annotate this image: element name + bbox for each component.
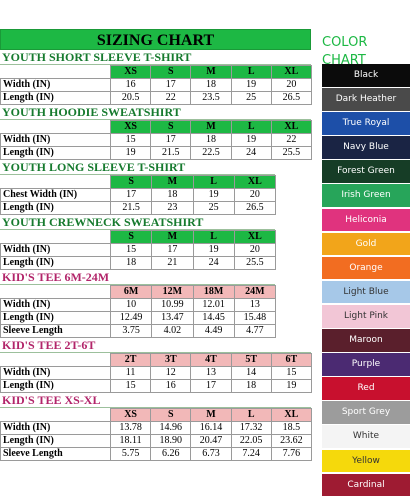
color-swatch: White bbox=[322, 425, 410, 448]
header-blank-cell bbox=[1, 66, 111, 79]
measurement-value: 15 bbox=[271, 367, 311, 380]
size-header-cell: 12M bbox=[152, 286, 193, 299]
measurement-label: Sleeve Length bbox=[1, 325, 111, 338]
measurement-row bbox=[1, 244, 276, 257]
color-swatch: Black bbox=[322, 64, 410, 87]
measurement-row bbox=[1, 147, 312, 160]
color-swatch: Red bbox=[322, 377, 410, 400]
section-title: KID'S TEE 6M-24M bbox=[0, 270, 275, 285]
size-header-cell: XS bbox=[111, 409, 151, 422]
measurement-value: 23.5 bbox=[191, 92, 231, 105]
size-header-cell: M bbox=[191, 66, 231, 79]
section-title: YOUTH LONG SLEEVE T-SHIRT bbox=[0, 160, 275, 175]
measurement-value: 20.47 bbox=[191, 435, 231, 448]
measurement-value: 25 bbox=[231, 92, 271, 105]
measurement-row bbox=[1, 257, 276, 270]
measurement-label: Width (IN) bbox=[1, 299, 111, 312]
measurement-value: 17 bbox=[191, 380, 231, 393]
measurement-value: 7.24 bbox=[231, 448, 271, 461]
measurement-value: 18 bbox=[231, 380, 271, 393]
size-header-cell: 3T bbox=[151, 354, 191, 367]
measurement-label: Length (IN) bbox=[1, 380, 111, 393]
measurement-value: 18 bbox=[191, 134, 231, 147]
measurement-value: 12.01 bbox=[193, 299, 234, 312]
color-swatch: Maroon bbox=[322, 329, 410, 352]
size-header-cell: 18M bbox=[193, 286, 234, 299]
measurement-value: 10 bbox=[111, 299, 152, 312]
header-blank-cell bbox=[1, 286, 111, 299]
size-header-cell: 4T bbox=[191, 354, 231, 367]
measurement-value: 16.14 bbox=[191, 422, 231, 435]
color-swatch: Light Blue bbox=[322, 281, 410, 304]
color-swatch: Gold bbox=[322, 233, 410, 256]
measurement-value: 22 bbox=[151, 92, 191, 105]
measurement-row bbox=[1, 448, 312, 461]
measurement-value: 21 bbox=[152, 257, 193, 270]
size-header-cell: S bbox=[111, 176, 152, 189]
size-header-cell: XS bbox=[111, 66, 151, 79]
measurement-value: 18 bbox=[152, 189, 193, 202]
size-header-cell: M bbox=[152, 176, 193, 189]
section-title: YOUTH HOODIE SWEATSHIRT bbox=[0, 105, 311, 120]
measurement-label: Length (IN) bbox=[1, 92, 111, 105]
size-header-cell: L bbox=[231, 409, 271, 422]
measurement-row bbox=[1, 79, 312, 92]
header-blank-cell bbox=[1, 409, 111, 422]
measurement-value: 14.96 bbox=[151, 422, 191, 435]
size-header-row bbox=[1, 176, 276, 189]
size-header-cell: 24M bbox=[234, 286, 275, 299]
color-chart bbox=[322, 34, 414, 498]
measurement-value: 4.49 bbox=[193, 325, 234, 338]
color-swatch: True Royal bbox=[322, 112, 410, 135]
size-table bbox=[0, 175, 276, 215]
size-table bbox=[0, 353, 312, 393]
size-header-row bbox=[1, 231, 276, 244]
measurement-row bbox=[1, 134, 312, 147]
measurement-label: Length (IN) bbox=[1, 202, 111, 215]
measurement-row bbox=[1, 367, 312, 380]
size-header-cell: M bbox=[152, 231, 193, 244]
size-header-cell: 5T bbox=[231, 354, 271, 367]
color-swatch: Orange bbox=[322, 257, 410, 280]
measurement-value: 7.76 bbox=[271, 448, 311, 461]
measurement-value: 15 bbox=[111, 134, 151, 147]
section-title: YOUTH CREWNECK SWEATSHIRT bbox=[0, 215, 275, 230]
size-header-cell: S bbox=[151, 121, 191, 134]
measurement-row bbox=[1, 189, 276, 202]
size-header-row bbox=[1, 121, 312, 134]
color-swatch: Sport Grey bbox=[322, 401, 410, 424]
measurement-value: 17.32 bbox=[231, 422, 271, 435]
size-header-cell: XL bbox=[234, 176, 275, 189]
measurement-value: 22.05 bbox=[231, 435, 271, 448]
header-blank-cell bbox=[1, 121, 111, 134]
measurement-label: Width (IN) bbox=[1, 367, 111, 380]
measurement-value: 15 bbox=[111, 380, 151, 393]
measurement-value: 14 bbox=[231, 367, 271, 380]
measurement-value: 16 bbox=[151, 380, 191, 393]
measurement-row bbox=[1, 312, 276, 325]
sizing-chart bbox=[0, 29, 311, 461]
size-header-cell: S bbox=[151, 409, 191, 422]
measurement-value: 13.78 bbox=[111, 422, 151, 435]
measurement-label: Length (IN) bbox=[1, 257, 111, 270]
size-header-cell: S bbox=[151, 66, 191, 79]
measurement-value: 19 bbox=[111, 147, 151, 160]
measurement-value: 19 bbox=[271, 380, 311, 393]
measurement-value: 20 bbox=[234, 244, 275, 257]
size-header-cell: 6M bbox=[111, 286, 152, 299]
measurement-label: Length (IN) bbox=[1, 312, 111, 325]
measurement-value: 18.11 bbox=[111, 435, 151, 448]
color-swatch-list bbox=[322, 64, 414, 496]
size-header-cell: L bbox=[193, 176, 234, 189]
measurement-value: 4.02 bbox=[152, 325, 193, 338]
measurement-value: 17 bbox=[151, 134, 191, 147]
measurement-value: 6.73 bbox=[191, 448, 231, 461]
size-header-cell: 2T bbox=[111, 354, 151, 367]
measurement-value: 18.5 bbox=[271, 422, 311, 435]
color-swatch: Navy Blue bbox=[322, 136, 410, 159]
measurement-value: 6.26 bbox=[151, 448, 191, 461]
measurement-label: Width (IN) bbox=[1, 244, 111, 257]
measurement-value: 20 bbox=[271, 79, 311, 92]
measurement-row bbox=[1, 422, 312, 435]
measurement-value: 17 bbox=[152, 244, 193, 257]
measurement-value: 18 bbox=[191, 79, 231, 92]
measurement-value: 26.5 bbox=[234, 202, 275, 215]
measurement-value: 19 bbox=[193, 189, 234, 202]
measurement-value: 21.5 bbox=[111, 202, 152, 215]
section-title: KID'S TEE 2T-6T bbox=[0, 338, 311, 353]
measurement-label: Length (IN) bbox=[1, 435, 111, 448]
measurement-value: 12 bbox=[151, 367, 191, 380]
measurement-value: 16 bbox=[111, 79, 151, 92]
header-blank-cell bbox=[1, 176, 111, 189]
measurement-value: 24 bbox=[193, 257, 234, 270]
size-header-row bbox=[1, 354, 312, 367]
measurement-row bbox=[1, 202, 276, 215]
measurement-value: 13 bbox=[234, 299, 275, 312]
measurement-value: 25 bbox=[193, 202, 234, 215]
measurement-label: Chest Width (IN) bbox=[1, 189, 111, 202]
measurement-value: 11 bbox=[111, 367, 151, 380]
color-swatch: Heliconia bbox=[322, 209, 410, 232]
measurement-value: 19 bbox=[231, 79, 271, 92]
measurement-label: Width (IN) bbox=[1, 134, 111, 147]
measurement-value: 23 bbox=[152, 202, 193, 215]
measurement-row bbox=[1, 92, 312, 105]
measurement-label: Sleeve Length bbox=[1, 448, 111, 461]
size-table bbox=[0, 230, 276, 270]
color-swatch: Forest Green bbox=[322, 160, 410, 183]
size-header-row bbox=[1, 409, 312, 422]
measurement-row bbox=[1, 325, 276, 338]
color-swatch: Irish Green bbox=[322, 184, 410, 207]
measurement-value: 18.90 bbox=[151, 435, 191, 448]
measurement-value: 14.45 bbox=[193, 312, 234, 325]
measurement-label: Length (IN) bbox=[1, 147, 111, 160]
measurement-label: Width (IN) bbox=[1, 79, 111, 92]
size-header-cell: XL bbox=[234, 231, 275, 244]
measurement-value: 12.49 bbox=[111, 312, 152, 325]
measurement-value: 15 bbox=[111, 244, 152, 257]
measurement-value: 22 bbox=[271, 134, 311, 147]
sizing-sections bbox=[0, 50, 311, 461]
size-header-cell: XL bbox=[271, 121, 311, 134]
size-header-cell: L bbox=[193, 231, 234, 244]
measurement-value: 19 bbox=[193, 244, 234, 257]
measurement-value: 18 bbox=[111, 257, 152, 270]
measurement-row bbox=[1, 299, 276, 312]
measurement-value: 20.5 bbox=[111, 92, 151, 105]
size-header-row bbox=[1, 286, 276, 299]
size-header-cell: M bbox=[191, 409, 231, 422]
size-header-cell: L bbox=[231, 121, 271, 134]
color-swatch: Cardinal bbox=[322, 474, 410, 497]
color-swatch: Purple bbox=[322, 353, 410, 376]
measurement-value: 23.62 bbox=[271, 435, 311, 448]
measurement-value: 4.77 bbox=[234, 325, 275, 338]
measurement-value: 5.75 bbox=[111, 448, 151, 461]
sizing-chart-title: SIZING CHART bbox=[0, 29, 311, 50]
measurement-value: 10.99 bbox=[152, 299, 193, 312]
measurement-row bbox=[1, 380, 312, 393]
color-swatch: Light Pink bbox=[322, 305, 410, 328]
measurement-value: 13 bbox=[191, 367, 231, 380]
size-header-cell: S bbox=[111, 231, 152, 244]
size-header-cell: L bbox=[231, 66, 271, 79]
size-header-cell: XL bbox=[271, 409, 311, 422]
color-chart-title: COLOR CHART bbox=[322, 35, 368, 68]
measurement-value: 25.5 bbox=[234, 257, 275, 270]
measurement-value: 17 bbox=[151, 79, 191, 92]
measurement-value: 24 bbox=[231, 147, 271, 160]
size-table bbox=[0, 285, 276, 338]
measurement-value: 15.48 bbox=[234, 312, 275, 325]
size-header-cell: 6T bbox=[271, 354, 311, 367]
size-header-cell: M bbox=[191, 121, 231, 134]
size-header-cell: XL bbox=[271, 66, 311, 79]
measurement-value: 22.5 bbox=[191, 147, 231, 160]
measurement-row bbox=[1, 435, 312, 448]
size-table bbox=[0, 120, 312, 160]
measurement-value: 19 bbox=[231, 134, 271, 147]
measurement-value: 25.5 bbox=[271, 147, 311, 160]
section-title: YOUTH SHORT SLEEVE T-SHIRT bbox=[0, 50, 311, 65]
color-swatch: Yellow bbox=[322, 450, 410, 473]
measurement-value: 3.75 bbox=[111, 325, 152, 338]
measurement-value: 17 bbox=[111, 189, 152, 202]
measurement-value: 26.5 bbox=[271, 92, 311, 105]
size-table bbox=[0, 65, 312, 105]
size-header-row bbox=[1, 66, 312, 79]
size-header-cell: XS bbox=[111, 121, 151, 134]
measurement-value: 13.47 bbox=[152, 312, 193, 325]
measurement-label: Width (IN) bbox=[1, 422, 111, 435]
size-table bbox=[0, 408, 312, 461]
measurement-value: 21.5 bbox=[151, 147, 191, 160]
header-blank-cell bbox=[1, 354, 111, 367]
header-blank-cell bbox=[1, 231, 111, 244]
color-swatch: Dark Heather bbox=[322, 88, 410, 111]
measurement-value: 20 bbox=[234, 189, 275, 202]
section-title: KID'S TEE XS-XL bbox=[0, 393, 311, 408]
